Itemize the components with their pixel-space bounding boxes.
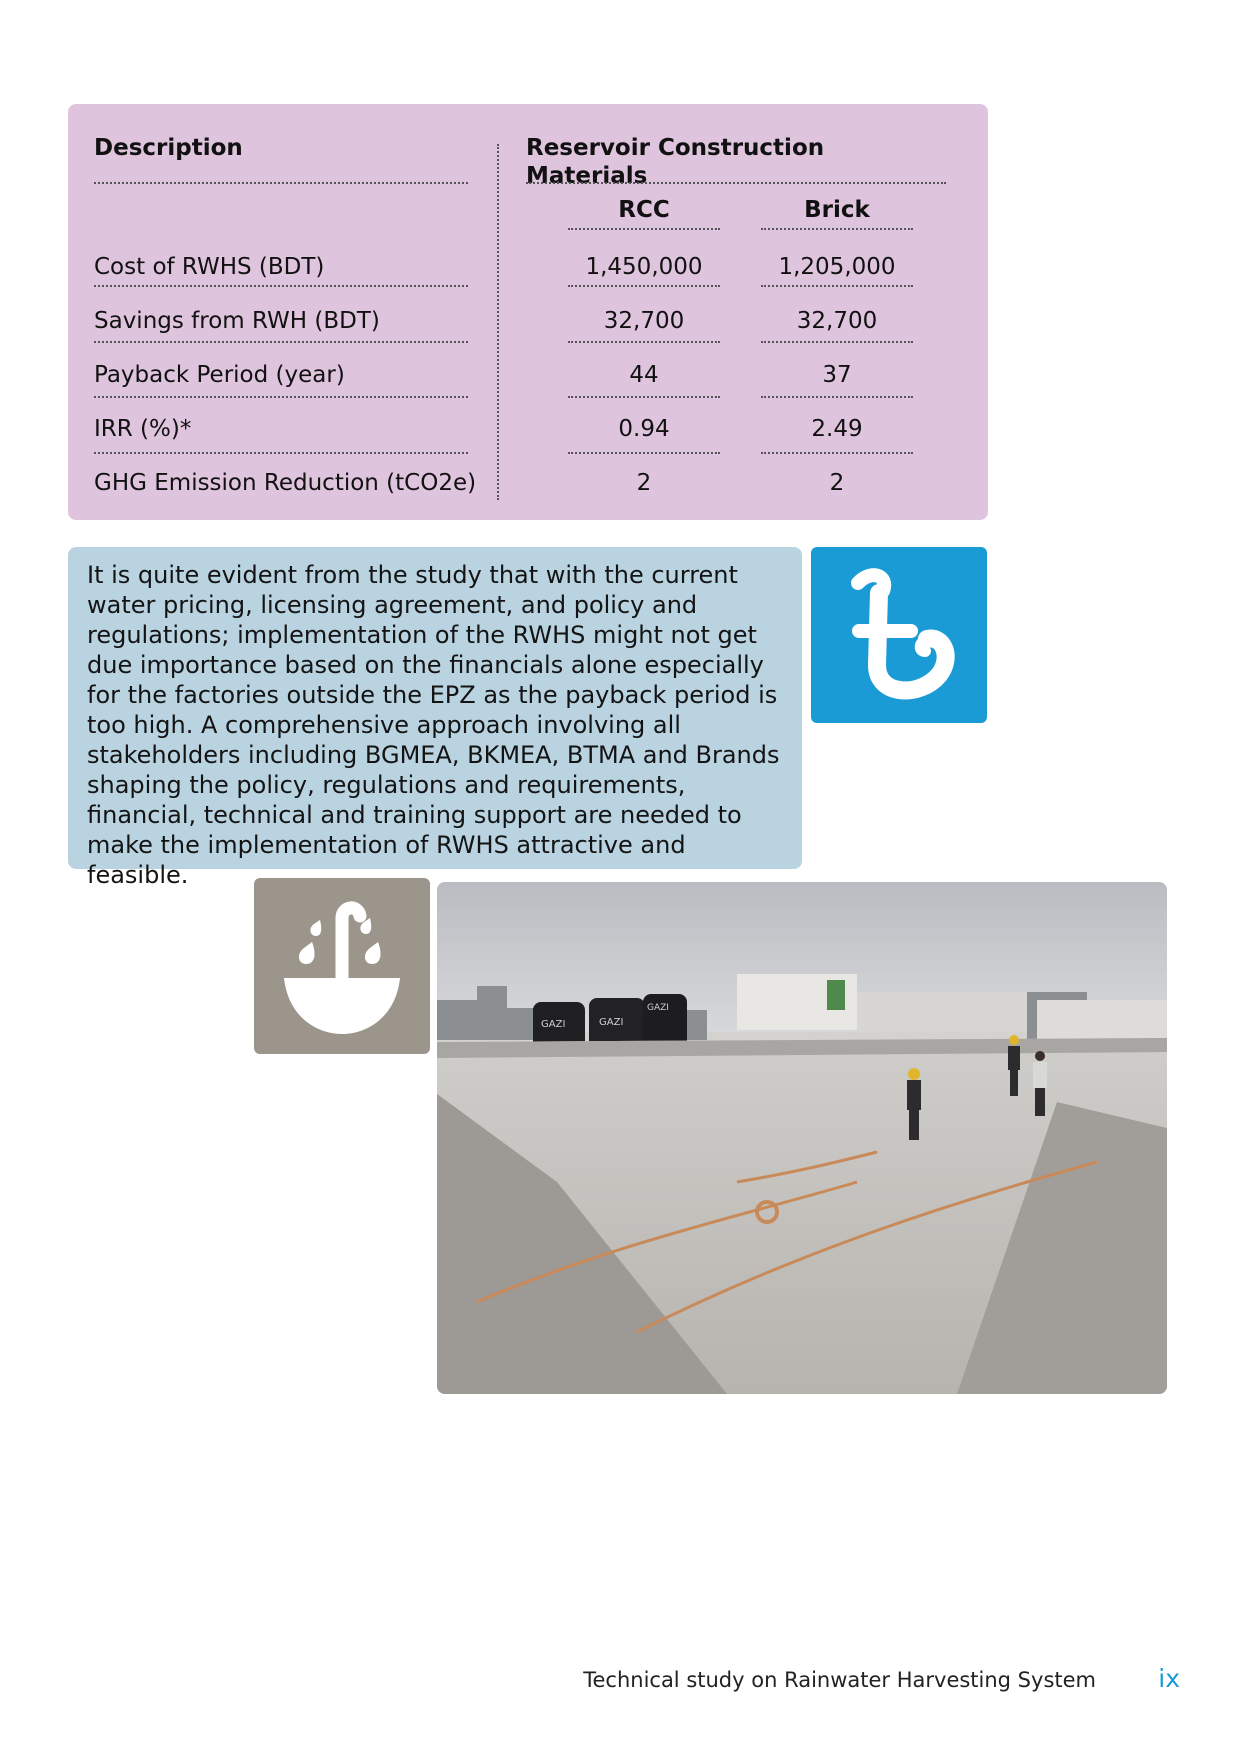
divider [94,182,468,184]
row-brick-value: 1,205,000 [778,254,896,280]
divider [761,452,913,454]
row-rcc-value: 2 [636,470,652,496]
divider [568,341,720,343]
divider [568,396,720,398]
row-label: Savings from RWH (BDT) [94,308,380,334]
divider [568,228,720,230]
tank-label: GAZI [599,1017,624,1028]
row-brick-value: 37 [822,362,852,388]
rainwater-collection-icon [254,878,430,1054]
summary-text: It is quite evident from the study that with the current water pricing, licensing agreement, and policy and regulations; implementation of the RWHS might not get due importance based on the financials alone especially for the factories outside the EPZ as the payback period is too high. A comprehensive approach involving all stakeholders including BGMEA, BKMEA, BTMA and Brands shaping the policy, regulations and requirements, financial, technical and training support are needed to make the implementation of RWHS attractive and feasible. [87,561,780,889]
column-divider [497,144,499,500]
tank-label: GAZI [647,1003,669,1013]
row-rcc-value: 1,450,000 [585,254,703,280]
row-brick-value: 32,700 [796,308,878,334]
divider [94,396,468,398]
divider [761,341,913,343]
row-label: GHG Emission Reduction (tCO2e) [94,470,477,496]
page-number: ix [1158,1664,1180,1693]
row-brick-value: 2.49 [811,416,863,442]
taka-icon [811,547,987,723]
rooftop-photo [437,882,1167,1394]
header-brick: Brick [804,197,870,223]
row-label: Payback Period (year) [94,362,345,388]
header-rcc: RCC [618,197,670,223]
row-rcc-value: 32,700 [603,308,685,334]
financial-comparison-table [68,104,988,520]
footer-title: Technical study on Rainwater Harvesting System [583,1668,1096,1692]
header-materials: Reservoir Construction Materials [526,135,825,189]
row-rcc-value: 0.94 [618,416,670,442]
row-label: IRR (%)* [94,416,192,442]
divider [761,228,913,230]
header-description: Description [94,135,243,161]
divider [526,182,946,184]
divider [761,285,913,287]
divider [761,396,913,398]
divider [568,452,720,454]
divider [568,285,720,287]
divider [94,452,468,454]
summary-box [68,547,802,889]
divider [94,341,468,343]
tank-label: GAZI [541,1019,566,1030]
row-brick-value: 2 [829,470,845,496]
row-label: Cost of RWHS (BDT) [94,254,325,280]
divider [94,285,468,287]
row-rcc-value: 44 [629,362,659,388]
